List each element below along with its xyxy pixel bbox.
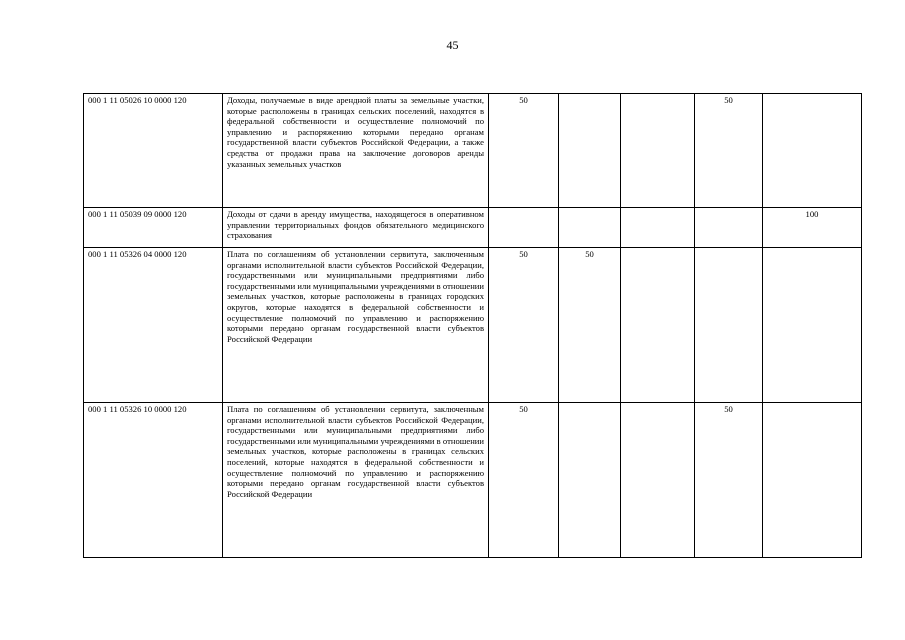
value-cell — [559, 403, 621, 558]
revenue-code-cell: 000 1 11 05326 10 0000 120 — [84, 403, 223, 558]
revenue-code-cell: 000 1 11 05039 09 0000 120 — [84, 208, 223, 248]
table-row — [84, 403, 862, 558]
value-cell — [763, 94, 862, 208]
revenue-description-cell: Доходы от сдачи в аренду имущества, находящегося в оперативном управлении территориальных фондов обязательного медицинского страхования — [223, 208, 489, 248]
revenue-code-cell: 000 1 11 05326 04 0000 120 — [84, 248, 223, 403]
table-row — [84, 94, 862, 208]
value-cell — [621, 403, 695, 558]
table-row — [84, 208, 862, 248]
value-cell — [763, 403, 862, 558]
revenue-description-cell: Плата по соглашениям об установлении сервитута, заключенным органами исполнительной власти субъектов Российской Федерации, государственными или муниципальными предприятиями либо государственными или муниципальными учреждениями в отношении земельных участков, которые расположены в границах городских округов, которые находятся в федеральной собственности и осуществление полномочий по управлению и распоряжению которыми передано органам государственной власти субъектов Российской Федерации — [223, 248, 489, 403]
value-cell — [621, 94, 695, 208]
value-cell: 50 — [695, 94, 763, 208]
value-cell — [621, 248, 695, 403]
value-cell — [695, 248, 763, 403]
revenue-code-cell: 000 1 11 05026 10 0000 120 — [84, 94, 223, 208]
value-cell — [489, 208, 559, 248]
revenue-description-cell: Плата по соглашениям об установлении сервитута, заключенным органами исполнительной власти субъектов Российской Федерации, государственными или муниципальными предприятиями либо государственными или муниципальными учреждениями в отношении земельных участков, которые расположены в границах сельских поселений, которые находятся в федеральной собственности и осуществление полномочий по управлению и распоряжению которыми передано органам государственной власти субъектов Российской Федерации — [223, 403, 489, 558]
revenue-description-cell: Доходы, получаемые в виде арендной платы за земельные участки, которые расположены в границах сельских поселений, находятся в федеральной собственности и осуществление полномочий по управлению и распоряжению которыми передано органам государственной власти субъектов Российской Федерации, а также средства от продажи права на заключение договоров аренды указанных земельных участков — [223, 94, 489, 208]
value-cell — [559, 208, 621, 248]
value-cell — [559, 94, 621, 208]
value-cell: 50 — [489, 94, 559, 208]
value-cell: 50 — [695, 403, 763, 558]
value-cell — [695, 208, 763, 248]
table-row — [84, 248, 862, 403]
value-cell: 50 — [489, 403, 559, 558]
value-cell: 100 — [763, 208, 862, 248]
value-cell — [621, 208, 695, 248]
revenue-allocation-table — [83, 93, 862, 558]
value-cell — [763, 248, 862, 403]
value-cell: 50 — [559, 248, 621, 403]
value-cell: 50 — [489, 248, 559, 403]
page-number: 45 — [446, 38, 459, 52]
